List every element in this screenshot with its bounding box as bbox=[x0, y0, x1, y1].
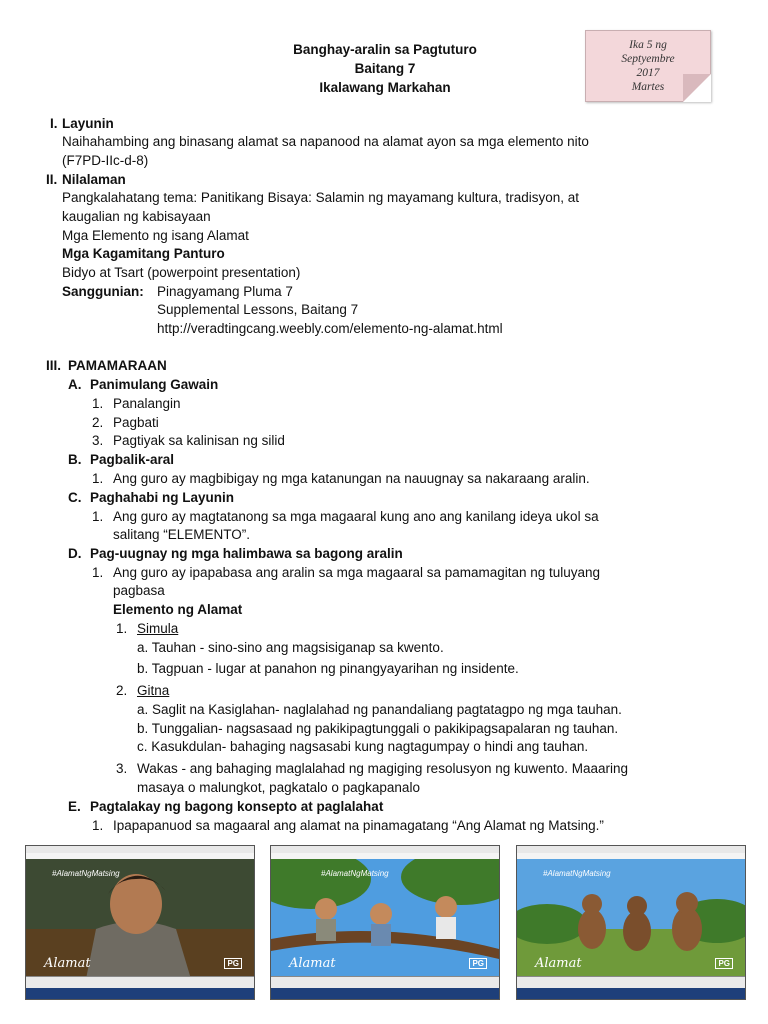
materials-text: Bidyo at Tsart (powerpoint presentation) bbox=[62, 265, 301, 280]
video-screenshot-2 bbox=[270, 845, 500, 1000]
date-line-4: Martes bbox=[631, 81, 665, 93]
simula-item-a: a. Tauhan - sino-sino ang magsisiganap sa kwento. bbox=[137, 640, 444, 655]
list-item-continuation: pagbasa bbox=[113, 583, 165, 598]
note-fold-corner bbox=[683, 74, 711, 102]
player-titlebar bbox=[26, 846, 254, 853]
player-titlebar bbox=[271, 846, 499, 853]
gitna-item-c: c. Kasukdulan- bahaging nagsasabi kung nagtagumpay o hindi ang tauhan. bbox=[137, 739, 589, 754]
document-header bbox=[230, 40, 540, 97]
reference-1: Pinagyamang Pluma 7 bbox=[157, 284, 293, 299]
date-line-1: Ika 5 ng bbox=[629, 39, 667, 51]
player-titlebar bbox=[517, 846, 745, 853]
section-1-heading: Layunin bbox=[62, 116, 114, 131]
objective-code: (F7PD-IIc-d-8) bbox=[62, 153, 149, 168]
list-number: 3. bbox=[92, 433, 104, 448]
part-b-letter: B. bbox=[68, 452, 82, 467]
list-number: 2. bbox=[116, 683, 128, 698]
date-sticky-note bbox=[585, 30, 711, 102]
list-item-continuation: salitang “ELEMENTO”. bbox=[113, 527, 251, 542]
list-item: Pagbati bbox=[113, 415, 159, 430]
list-item: Pagtiyak sa kalinisan ng silid bbox=[113, 433, 285, 448]
player-controls[interactable] bbox=[271, 976, 499, 988]
elements-subheading: Elemento ng Alamat bbox=[113, 602, 243, 617]
video-hashtag: #AlamatNgMatsing bbox=[321, 869, 389, 878]
part-a-letter: A. bbox=[68, 377, 82, 392]
video-screenshot-1 bbox=[25, 845, 255, 1000]
player-controls[interactable] bbox=[26, 976, 254, 988]
list-item: Ang guro ay magtatanong sa mga magaaral kung ano ang kanilang ideya ukol sa bbox=[113, 509, 599, 524]
video-hashtag: #AlamatNgMatsing bbox=[52, 869, 120, 878]
list-number: 1. bbox=[92, 818, 104, 833]
section-1-numeral: I. bbox=[50, 116, 58, 131]
grade-level: Baitang 7 bbox=[354, 61, 416, 76]
list-item: Panalangin bbox=[113, 396, 181, 411]
section-2-numeral: II. bbox=[46, 172, 58, 187]
section-3-heading: PAMAMARAAN bbox=[68, 358, 167, 373]
reference-3: http://veradtingcang.weebly.com/elemento-ng-alamat.html bbox=[157, 321, 503, 336]
wakas-line-1: Wakas - ang bahaging maglalahad ng magiging resolusyon ng kuwento. Maaaring bbox=[137, 761, 629, 776]
section-2-heading: Nilalaman bbox=[62, 172, 126, 187]
player-controls[interactable] bbox=[517, 976, 745, 988]
topic-text: Mga Elemento ng isang Alamat bbox=[62, 228, 249, 243]
date-line-3: 2017 bbox=[636, 67, 660, 79]
part-e-letter: E. bbox=[68, 799, 81, 814]
list-number: 1. bbox=[92, 471, 104, 486]
rating-badge: PG bbox=[715, 958, 733, 969]
video-screenshot-3 bbox=[516, 845, 746, 1000]
video-hashtag: #AlamatNgMatsing bbox=[543, 869, 611, 878]
part-c-letter: C. bbox=[68, 490, 82, 505]
document-title: Banghay-aralin sa Pagtuturo bbox=[293, 42, 477, 57]
part-c-heading: Paghahabi ng Layunin bbox=[90, 490, 235, 505]
alamat-logo: Alamat bbox=[289, 956, 336, 971]
list-number: 1. bbox=[92, 509, 104, 524]
date-line-2: Septyembre bbox=[621, 53, 675, 65]
part-e-heading: Pagtalakay ng bagong konsepto at paglalahat bbox=[90, 799, 384, 814]
objective-text: Naihahambing ang binasang alamat sa napanood na alamat ayon sa mga elemento nito bbox=[62, 134, 589, 149]
list-number: 2. bbox=[92, 415, 104, 430]
materials-heading: Mga Kagamitang Panturo bbox=[62, 246, 225, 261]
rating-badge: PG bbox=[224, 958, 242, 969]
part-d-letter: D. bbox=[68, 546, 82, 561]
list-item: Ang guro ay magbibigay ng mga katanungan na nauugnay sa nakaraang aralin. bbox=[113, 471, 590, 486]
os-taskbar bbox=[26, 988, 254, 999]
simula-label: Simula bbox=[137, 621, 179, 636]
list-number: 1. bbox=[92, 396, 104, 411]
simula-item-b: b. Tagpuan - lugar at panahon ng pinangyayarihan ng insidente. bbox=[137, 661, 519, 676]
gitna-item-b: b. Tunggalian- nagsasaad ng pakikipagtunggali o pakikipagsapalaran ng tauhan. bbox=[137, 721, 619, 736]
list-item: Ang guro ay ipapabasa ang aralin sa mga magaaral sa pamamagitan ng tuluyang bbox=[113, 565, 601, 580]
gitna-label: Gitna bbox=[137, 683, 170, 698]
alamat-logo: Alamat bbox=[535, 956, 582, 971]
references-label: Sanggunian: bbox=[62, 284, 144, 299]
list-number: 1. bbox=[116, 621, 128, 636]
part-d-heading: Pag-uugnay ng mga halimbawa sa bagong aralin bbox=[90, 546, 403, 561]
theme-line-2: kaugalian ng kabisayaan bbox=[62, 209, 211, 224]
theme-line-1: Pangkalahatang tema: Panitikang Bisaya: Salamin ng mayamang kultura, tradisyon, at bbox=[62, 190, 580, 205]
list-item: Ipapapanuod sa magaaral ang alamat na pinamagatang “Ang Alamat ng Matsing.” bbox=[113, 818, 604, 833]
rating-badge: PG bbox=[469, 958, 487, 969]
alamat-logo: Alamat bbox=[44, 956, 91, 971]
wakas-line-2: masaya o malungkot, pagkatalo o pagkapanalo bbox=[137, 780, 420, 795]
section-3-numeral: III. bbox=[46, 358, 62, 373]
part-a-heading: Panimulang Gawain bbox=[90, 377, 219, 392]
quarter-label: Ikalawang Markahan bbox=[319, 80, 451, 95]
os-taskbar bbox=[517, 988, 745, 999]
list-number: 3. bbox=[116, 761, 128, 776]
list-number: 1. bbox=[92, 565, 104, 580]
gitna-item-a: a. Saglit na Kasiglahan- naglalahad ng panandaliang pagtatagpo ng mga tauhan. bbox=[137, 702, 622, 717]
os-taskbar bbox=[271, 988, 499, 999]
part-b-heading: Pagbalik-aral bbox=[90, 452, 175, 467]
reference-2: Supplemental Lessons, Baitang 7 bbox=[157, 302, 359, 317]
